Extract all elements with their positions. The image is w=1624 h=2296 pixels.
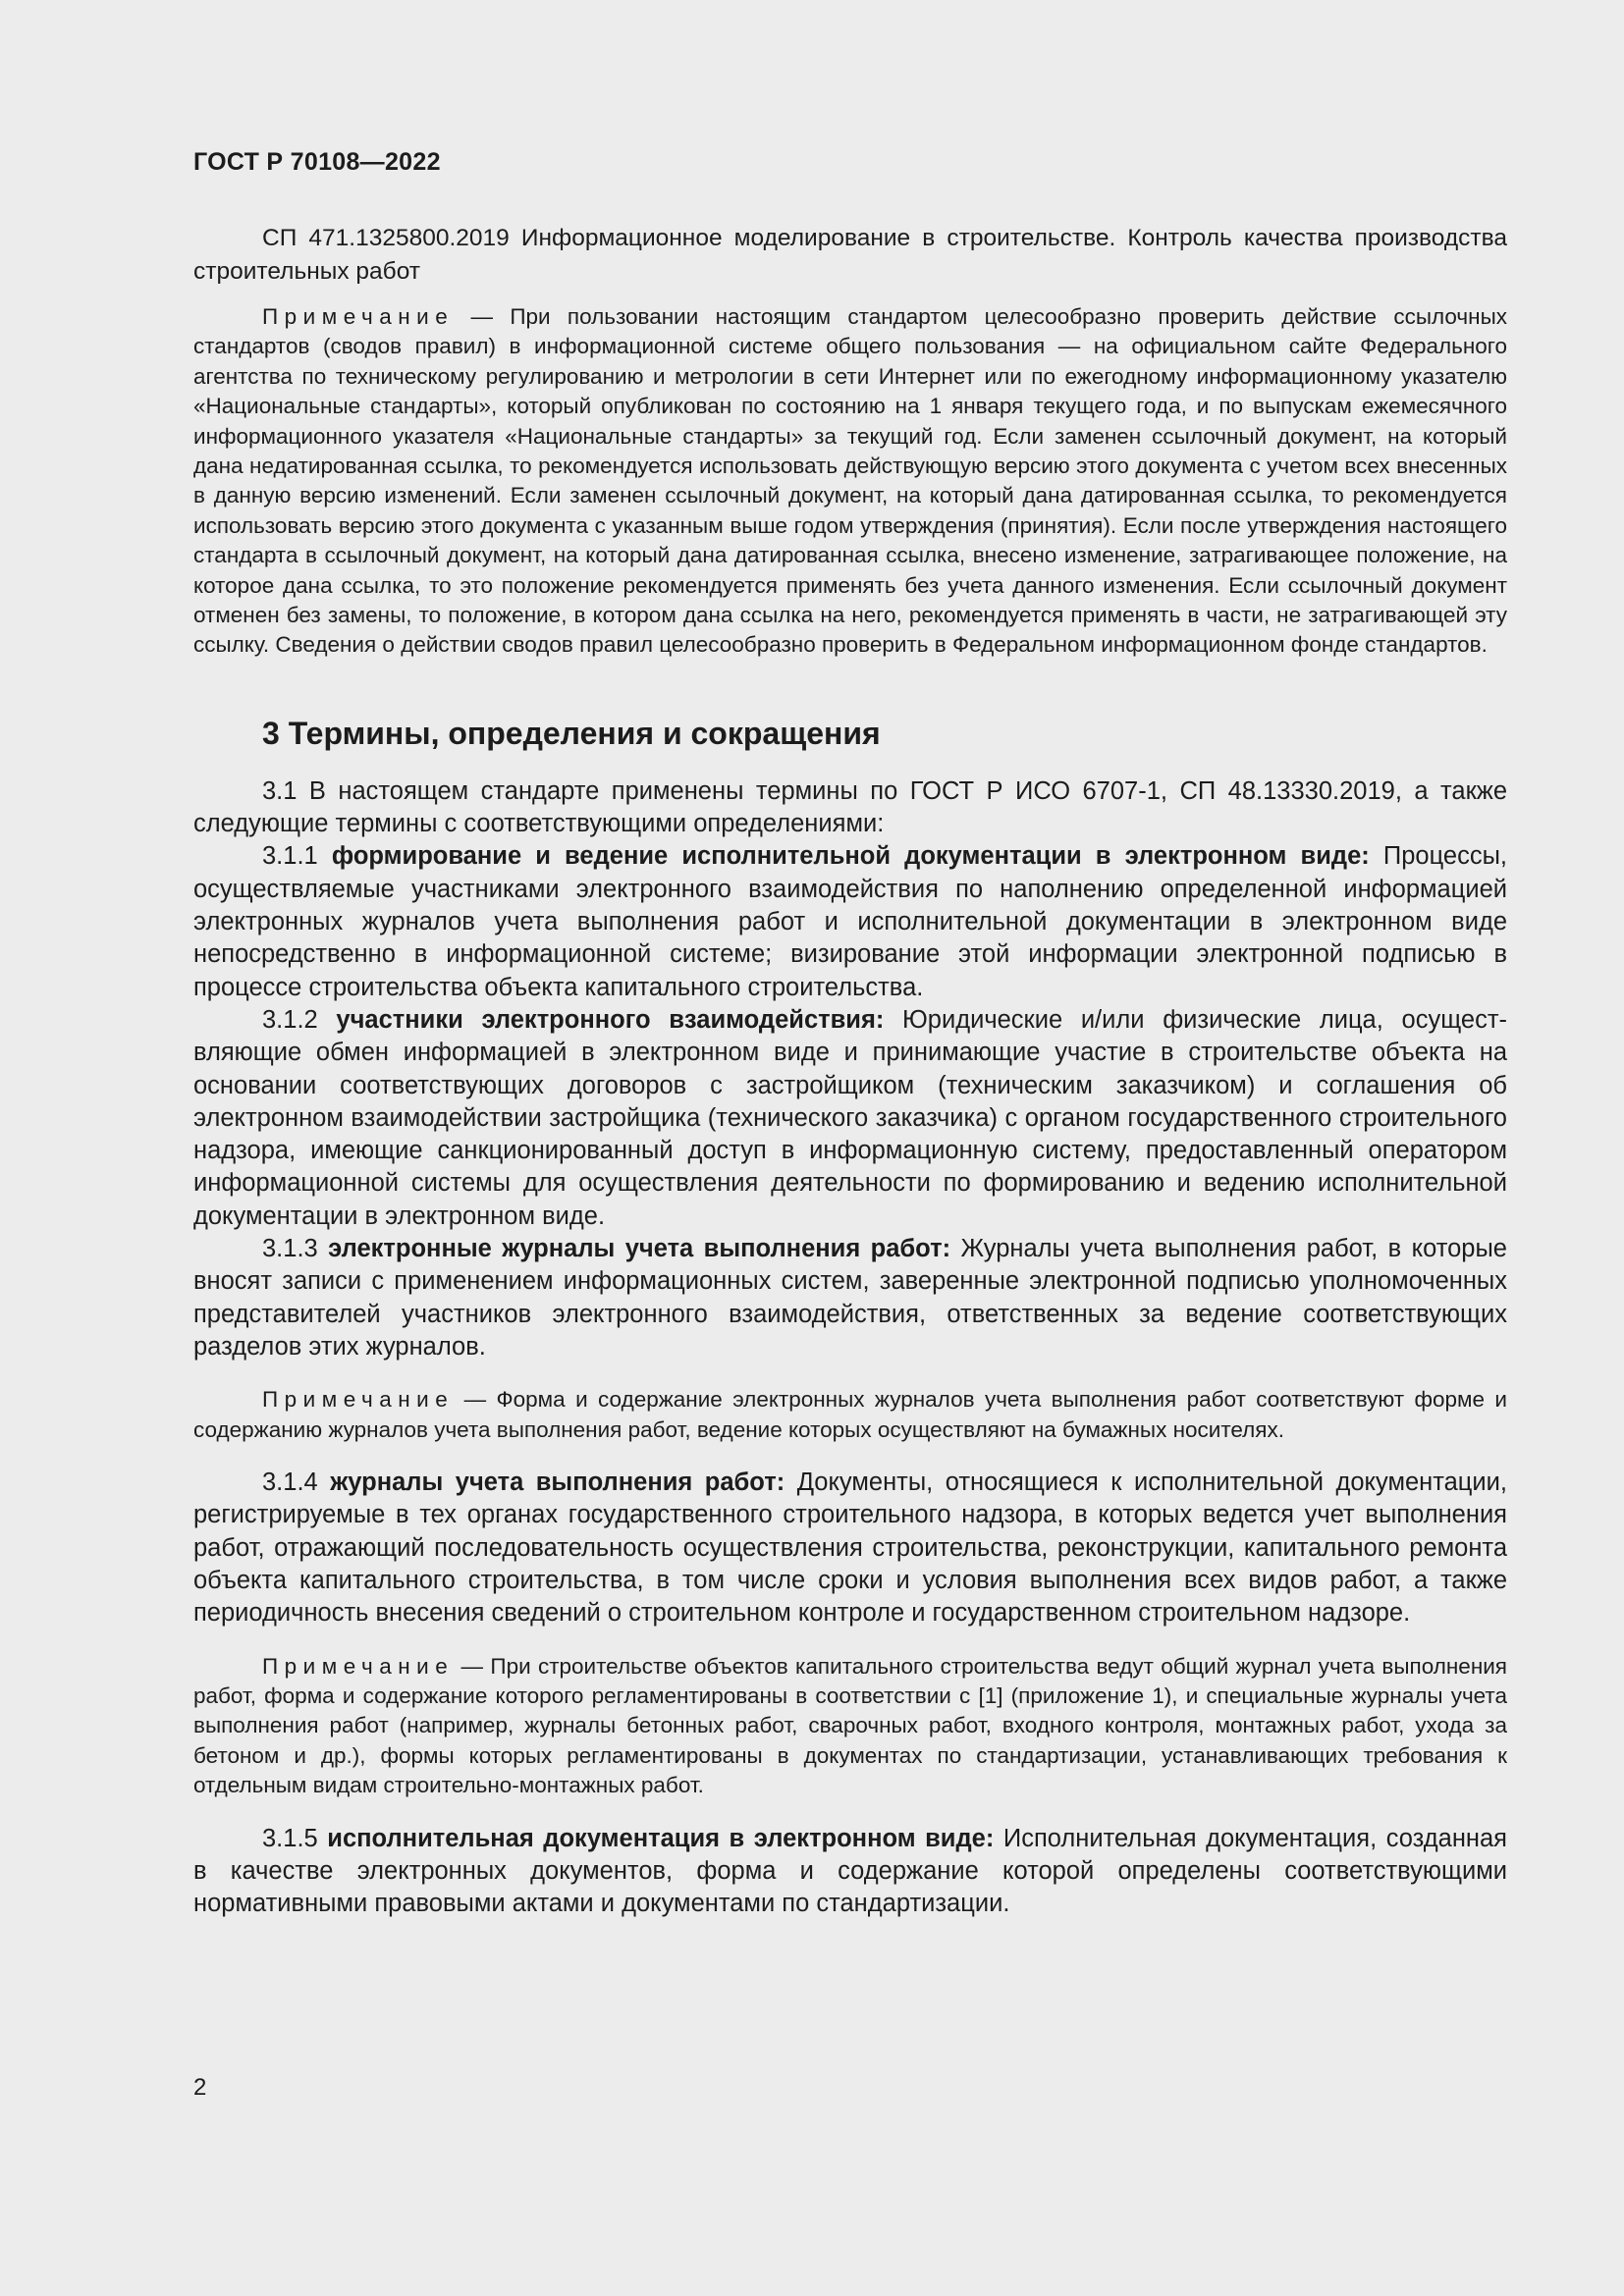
note-label: Примечание	[262, 1653, 455, 1679]
term-definition: Процессы, осуществляемые участниками электронного взаимодействия по наполнению определенной информацией электронных журналов учета выполнения работ и исполнительной документации в электронном виде непосредственно в информационной системе; визирование этой информации электронной подписью в процессе строительства объекта капитального строительства.	[193, 842, 1507, 1001]
term-name: электронные журналы учета выполнения работ:	[328, 1235, 951, 1263]
note-dash: —	[454, 1653, 491, 1679]
term-name: исполнительная документация в электронном виде:	[327, 1824, 995, 1852]
note-label: Примечание	[262, 304, 455, 329]
term-3-1-2	[193, 1004, 1507, 1233]
term-definition: Юридические и/или физические лица, осуществляющие обмен информацией в электронном виде и принимающие участие в строительстве объекта на основании соответствующих договоров с застройщиком (техническим заказчиком) и соглашения об электронном взаимодействии застройщика (технического заказчика) с органом государственного строительного надзора, имеющие санкционированный доступ в информационную систему, предоставленный оператором информационной системы для осуществления деятельности по формированию и ведению исполнительной документации в электронном виде.	[193, 1005, 1507, 1230]
term-3-1-4	[193, 1467, 1507, 1629]
note-work-journals	[193, 1652, 1507, 1801]
term-3-1-1	[193, 840, 1507, 1003]
note-label: Примечание	[262, 1387, 455, 1413]
note-dash: —	[454, 1387, 497, 1413]
note-text: При строительстве объектов капитального строительства ведут общий журнал учета выполнения работ, форма и содержание которого регламентированы в соответствии с [1] (приложение 1), и специальные журналы учета выполнения работ (например, журналы бетонных работ, сварочных работ, входного контроля, монтажных работ, ухода за бетоном и др.), формы которых регламентированы в документах по стандартизации, устанавливающих требования к отдельным видам строительно-монтажных работ.	[193, 1653, 1507, 1798]
term-definition: Журналы учета выполнения работ, в которые вносят записи с применением информационных систем, заверенные электронной подписью уполномоченных представителей участников электронного взаимодействия, ответственных за ведение соответствующих разделов этих журналов.	[193, 1235, 1507, 1361]
term-3-1-3	[193, 1233, 1507, 1363]
term-number: 3.1.4	[262, 1468, 331, 1497]
clause-3-1: 3.1 В настоящем стандарте применены термины по ГОСТ Р ИСО 6707-1, СП 48.13330.2019, а также следующие термины с соответствующими определениями:	[193, 776, 1507, 838]
term-number: 3.1.5	[262, 1824, 328, 1852]
document-header: ГОСТ Р 70108—2022	[193, 148, 441, 176]
page-number: 2	[193, 2074, 207, 2101]
note-normative-references	[193, 302, 1507, 661]
section-3-title: 3 Термины, определения и сокращения	[262, 715, 881, 751]
note-dash: —	[454, 304, 511, 329]
note-electronic-journals	[193, 1385, 1507, 1445]
note-text: Форма и содержание электронных журналов учета выполнения работ соответствуют форме и содержанию журналов учета выполнения работ, ведение которых осуществляют на бумажных носителях.	[193, 1387, 1507, 1442]
term-number: 3.1.3	[262, 1235, 329, 1263]
term-number: 3.1.1	[262, 842, 332, 871]
term-name: формирование и ведение исполнительной документации в электронном виде:	[331, 842, 1370, 871]
term-name: журналы учета выполнения работ:	[330, 1468, 785, 1497]
term-number: 3.1.2	[262, 1005, 337, 1034]
term-definition: Документы, относящиеся к исполнительной документации, регистрируемые в тех органах государственного строительного надзора, в которых ведется учет выполнения работ, отражающий последовательность осуществления строительства, реконструкции, капитального ремонта объекта капитального строительства, в том числе сроки и условия выполнения всех видов работ, а также периодичность внесения сведений о строительном контроле и государственном строительном надзоре.	[193, 1468, 1507, 1628]
term-3-1-5	[193, 1823, 1507, 1921]
reference-sp-471: СП 471.1325800.2019 Информационное моделирование в строительстве. Контроль качества производства строительных работ	[193, 225, 1507, 285]
document-body	[193, 222, 1507, 1920]
term-definition: Исполнительная документация, созданная в качестве электронных документов, форма и содержание которой определены соответствующими нормативными правовыми актами и документами по стандартизации.	[193, 1824, 1507, 1918]
note-text: При пользовании настоящим стандартом целесообразно проверить действие ссылочных стандартов (сводов правил) в информационной системе общего пользования — на официальном сайте Федерального агентства по техническому регулированию и метрологии в сети Интернет или по ежегодному информационному указателю «Национальные стандарты», который опубликован по состоянию на 1 января текущего года, и по выпускам ежемесячного информационного указателя «Национальные стандарты» за текущий год. Если заменен ссылочный документ, на который дана недатированная ссылка, то рекомендуется использовать действующую версию этого документа с учетом всех внесенных в данную версию изменений. Если заменен ссылочный документ, на который дана датированная ссылка, то рекомендуется использовать версию этого документа с указанным выше годом утверждения (принятия). Если после утверждения настоящего стандарта в ссылочный документ, на который дана датированная ссылка, внесено изменение, затрагивающее положение, на которое дана ссылка, то это положение рекомендуется применять без учета данного изменения. Если ссылочный документ отменен без замены, то положение, в котором дана ссылка на него, рекомендуется применять в части, не затрагивающей эту ссылку. Сведения о действии сводов правил целесообразно проверить в Федеральном информационном фонде стандартов.	[193, 304, 1507, 658]
term-name: участники электронного взаимодействия:	[336, 1005, 885, 1034]
